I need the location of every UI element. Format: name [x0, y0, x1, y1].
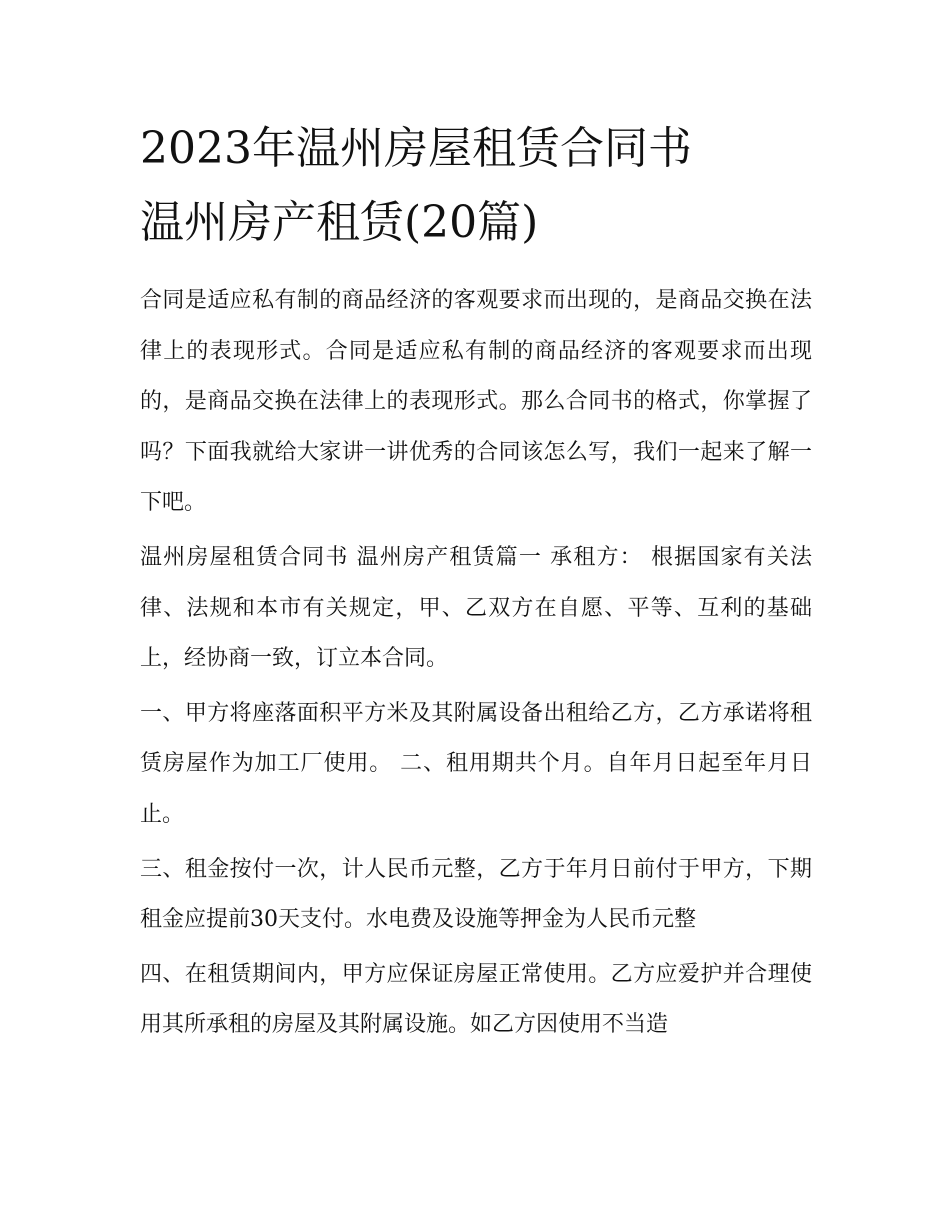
paragraph-intro: 合同是适应私有制的商品经济的客观要求而出现的，是商品交换在法律上的表现形式。合同是适应私有制的商品经济的客观要求而出现的，是商品交换在法律上的表现形式。那么合同书的格式，你掌握了吗？下面我就给大家讲一讲优秀的合同该怎么写，我们一起来了解一下吧。 [140, 288, 812, 516]
document-body [140, 276, 812, 1051]
document-title-line-1: 2023年温州房屋租赁合同书 [140, 123, 692, 174]
paragraph-clause-4: 四、在租赁期间内，甲方应保证房屋正常使用。乙方应爱护并合理使用其所承租的房屋及其附属设施。如乙方因使用不当造 [140, 961, 812, 1038]
paragraph-clause-3: 三、租金按付一次，计人民币元整，乙方于年月日前付于甲方，下期租金应提前30天支付。水电费及设施等押金为人民币元整 [140, 856, 812, 933]
paragraph-clause-1-2: 一、甲方将座落面积平方米及其附属设备出租给乙方，乙方承诺将租赁房屋作为加工厂使用。 二、租用期共个月。自年月日起至年月日止。 [140, 700, 812, 827]
document-title [140, 112, 820, 260]
paragraph-preamble: 温州房屋租赁合同书 温州房产租赁篇一 承租方： 根据国家有关法律、法规和本市有关规定，甲、乙双方在自愿、平等、互利的基础上，经协商一致，订立本合同。 [140, 544, 812, 672]
document-title-line-2: 温州房产租赁(20篇) [140, 197, 539, 248]
